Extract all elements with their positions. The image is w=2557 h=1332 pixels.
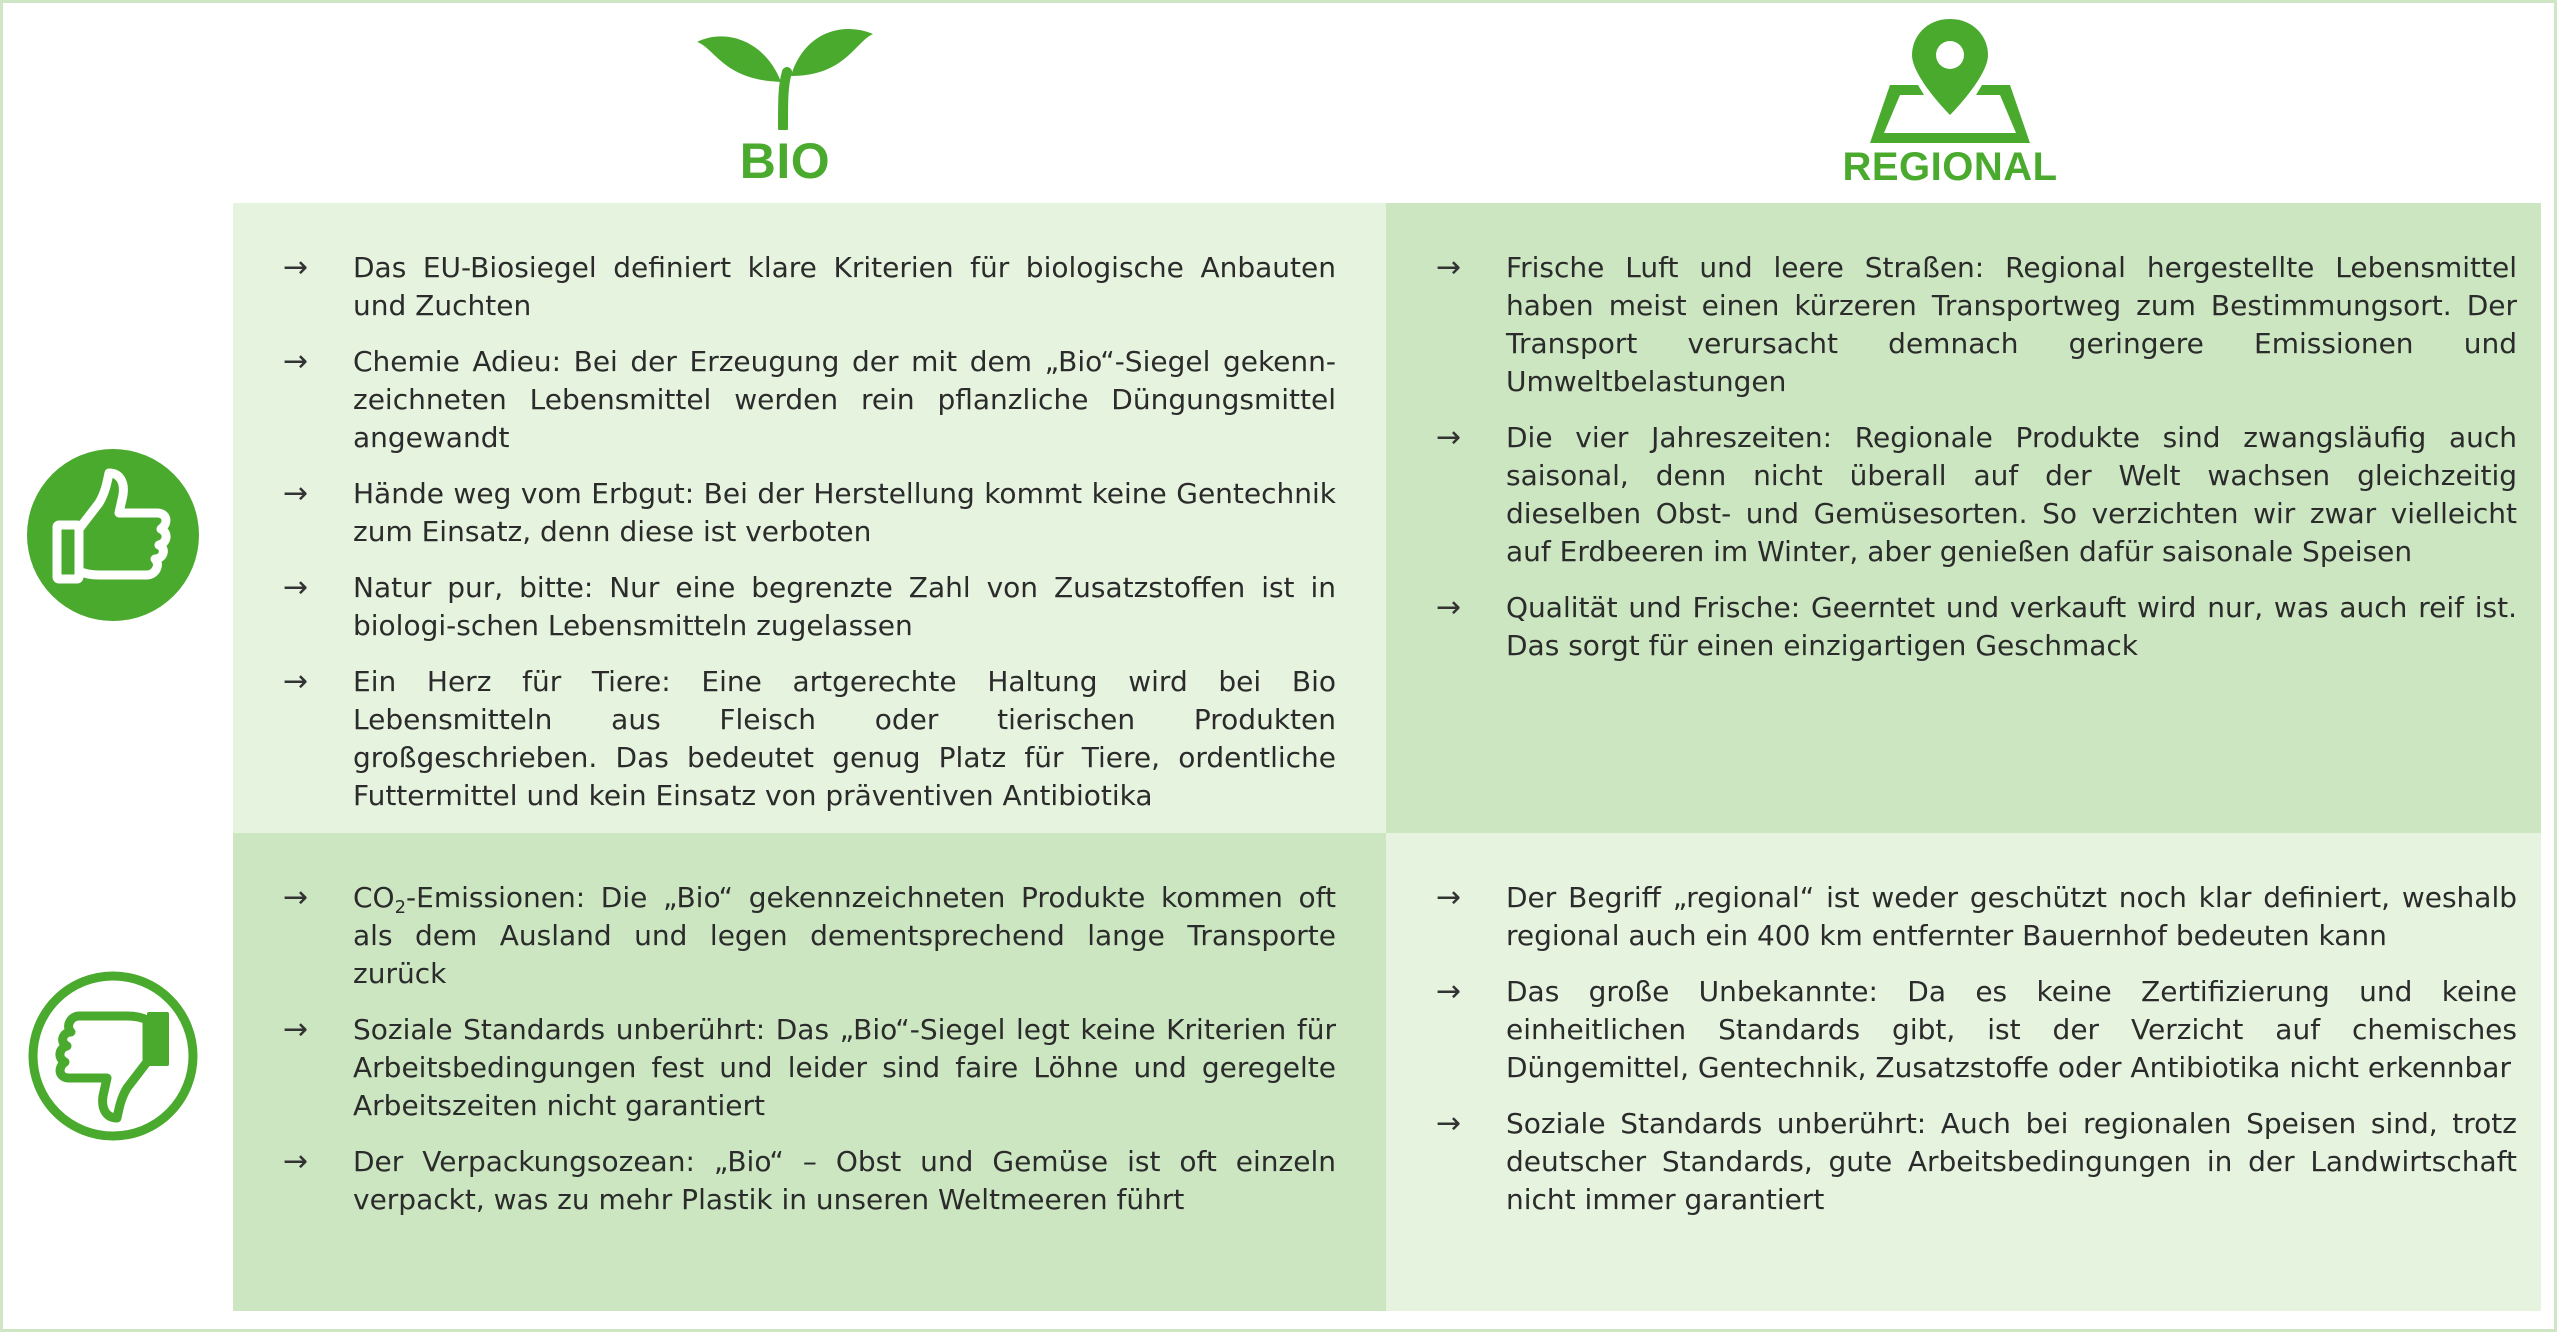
arrow-right-icon: → xyxy=(1436,250,1462,285)
list-item: → Frische Luft und leere Straßen: Regional hergestellte Lebensmittel haben meist einen kürzeren Transportweg zum Bestimmungsort. Der Transport verursacht demnach geringere Emissionen und Umweltbelastungen xyxy=(1436,250,2517,398)
arrow-right-icon: → xyxy=(283,1144,309,1179)
regional-label: REGIONAL xyxy=(1842,145,2058,189)
list-item: → Der Begriff „regional“ ist weder geschützt noch klar definiert, weshalb regional auch ein 400 km entfernter Bauernhof bedeuten kann xyxy=(1436,880,2517,952)
bio-label: BIO xyxy=(739,133,831,189)
arrow-right-icon: → xyxy=(1436,880,1462,915)
arrow-right-icon: → xyxy=(1436,420,1462,455)
arrow-right-icon: → xyxy=(283,570,309,605)
arrow-right-icon: → xyxy=(283,1012,309,1047)
list-item: → $CO_2$-Emissionen: Die „Bio“ gekennzeichneten Produkte kommen oft als dem Ausland und legen dementsprechend lange Transporte zurück xyxy=(283,880,1336,990)
arrow-right-icon: → xyxy=(1436,590,1462,625)
bio-contra-list xyxy=(283,879,1336,1237)
arrow-right-icon: → xyxy=(283,476,309,511)
regional-contra-cell xyxy=(1386,833,2541,1311)
regional-pro-list xyxy=(1436,249,2517,683)
regional-contra-list xyxy=(1436,879,2517,1237)
thumbs-up-icon xyxy=(27,449,199,621)
list-item: → Das EU-Biosiegel definiert klare Kriterien für biologische Anbauten und Zuchten xyxy=(283,250,1336,322)
arrow-right-icon: → xyxy=(283,664,309,699)
bio-pro-cell xyxy=(233,203,1386,833)
list-item: → Der Verpackungsozean: „Bio“ – Obst und Gemüse ist oft einzeln verpackt, was zu mehr Plastik in unseren Weltmeeren führt xyxy=(283,1144,1336,1216)
bio-contra-cell xyxy=(233,833,1386,1311)
list-item: → Qualität und Frische: Geerntet und verkauft wird nur, was auch reif ist. Das sorgt für einen einzigartigen Geschmack xyxy=(1436,590,2517,662)
list-item: → Hände weg vom Erbgut: Bei der Herstellung kommt keine Gentechnik zum Einsatz, denn diese ist verboten xyxy=(283,476,1336,548)
arrow-right-icon: → xyxy=(283,880,309,915)
list-item: → Natur pur, bitte: Nur eine begrenzte Zahl von Zusatzstoffen ist in biologi-schen Lebensmitteln zugelassen xyxy=(283,570,1336,642)
bio-header xyxy=(680,20,890,189)
sprout-icon xyxy=(695,20,875,130)
arrow-right-icon: → xyxy=(283,250,309,285)
bio-pro-list xyxy=(283,249,1336,833)
thumbs-down-icon xyxy=(27,970,199,1142)
regional-header xyxy=(1820,15,2080,190)
list-item: → Chemie Adieu: Bei der Erzeugung der mit dem „Bio“-Siegel gekenn-zeichneten Lebensmittel werden rein pflanzliche Düngungsmittel angewandt xyxy=(283,344,1336,454)
list-item: → Ein Herz für Tiere: Eine artgerechte Haltung wird bei Bio Lebensmitteln aus Fleisch oder tierischen Produkten großgeschrieben. Das bedeutet genug Platz für Tiere, ordentliche Futtermittel und kein Einsatz von präventiven Antibiotika xyxy=(283,664,1336,812)
list-item: → Soziale Standards unberührt: Auch bei regionalen Speisen sind, trotz deutscher Standards, gute Arbeitsbedingungen in der Landwirtschaft nicht immer garantiert xyxy=(1436,1106,2517,1216)
list-item: → Das große Unbekannte: Da es keine Zertifizierung und keine einheitlichen Standards gibt, ist der Verzicht auf chemisches Düngemittel, Gentechnik, Zusatzstoffe oder Antibiotika nicht erkennbar xyxy=(1436,974,2517,1084)
list-item: → Soziale Standards unberührt: Das „Bio“-Siegel legt keine Kriterien für Arbeitsbedingungen fest und leider sind faire Löhne und geregelte Arbeitszeiten nicht garantiert xyxy=(283,1012,1336,1122)
regional-pro-cell xyxy=(1386,203,2541,833)
arrow-right-icon: → xyxy=(1436,1106,1462,1141)
list-item: → Die vier Jahreszeiten: Regionale Produkte sind zwangsläufig auch saisonal, denn nicht überall auf der Welt wachsen gleichzeitig dieselben Obst- und Gemüsesorten. So verzichten wir zwar vielleicht auf Erdbeeren im Winter, aber genießen dafür saisonale Speisen xyxy=(1436,420,2517,568)
arrow-right-icon: → xyxy=(1436,974,1462,1009)
map-pin-icon xyxy=(1870,15,2030,143)
arrow-right-icon: → xyxy=(283,344,309,379)
